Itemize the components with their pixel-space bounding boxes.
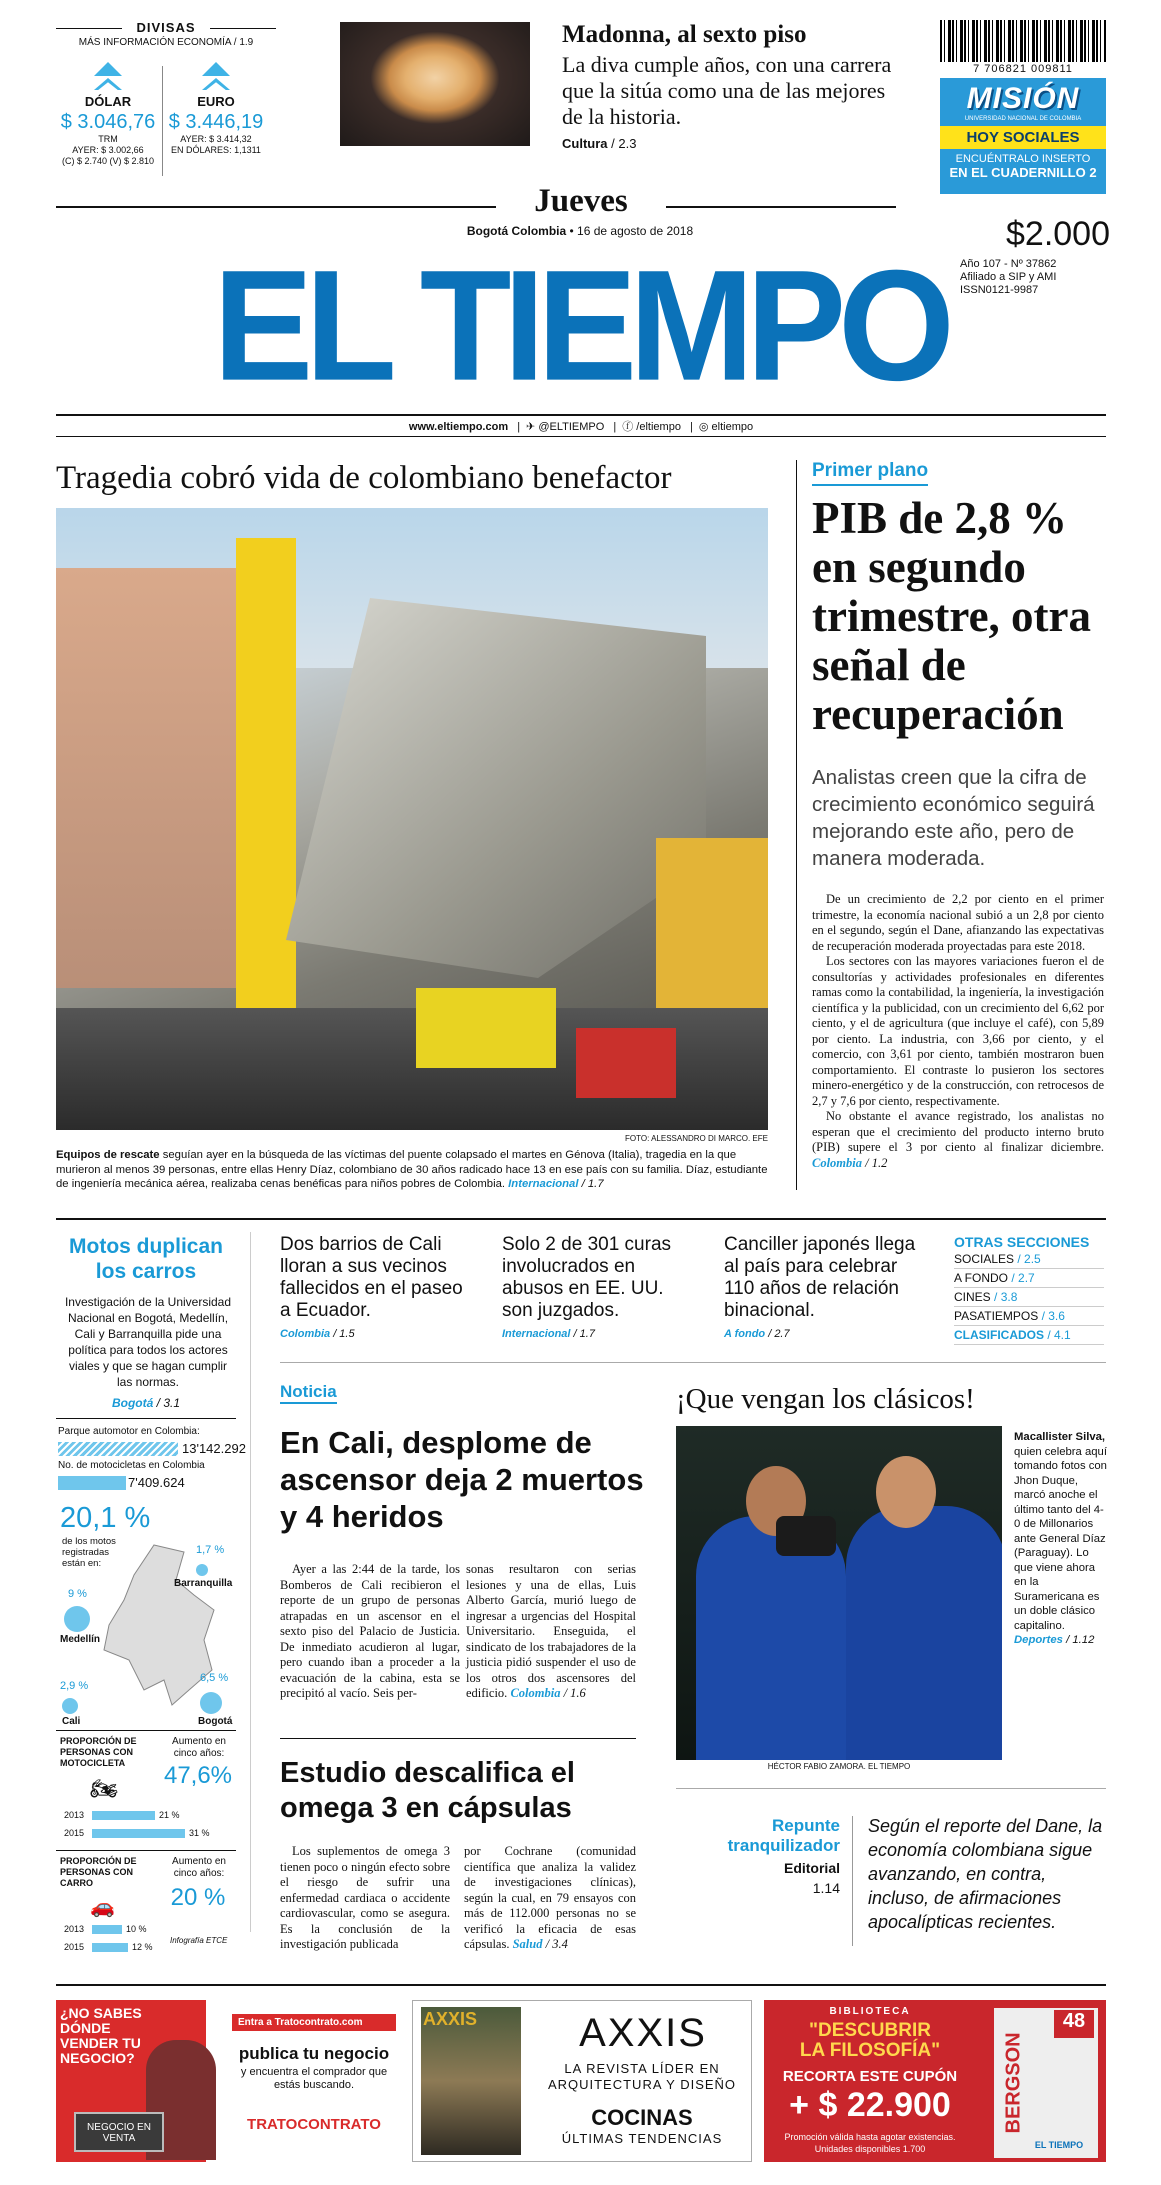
motos-pct: 20,1 %: [60, 1502, 151, 1534]
teaser-headline: Madonna, al sexto piso: [562, 21, 807, 48]
mision-title: MISIÓN: [966, 82, 1080, 115]
carro-aumento: 20 %: [170, 1884, 226, 1911]
clasicos-headline[interactable]: ¡Que vengan los clásicos!: [676, 1383, 975, 1415]
dolar-value: $ 3.046,76: [60, 111, 156, 133]
negocio-sign: NEGOCIO EN VENTA: [74, 2112, 164, 2152]
motos-headline[interactable]: Motos duplican los carros: [69, 1235, 223, 1283]
edition-info: Año 107 - Nº 37862 Afiliado a SIP y AMI ISSN0121-9987: [960, 258, 1057, 296]
cali-dot: [62, 1698, 78, 1714]
otras-secciones: OTRAS SECCIONES SOCIALES / 2.5 A FONDO / 2.7 CINES / 3.8 PASATIEMPOS / 3.6 CLASIFICADOS / 4.1: [954, 1234, 1104, 1345]
lead-headline[interactable]: Tragedia cobró vida de colombiano benefactor: [56, 460, 672, 496]
editorial-page: 1.14: [812, 1880, 840, 1896]
arrow-up-icon: [202, 62, 230, 76]
social-bar: www.eltiempo.com | ✈ @ELTIEMPO | ⓕ /eltiempo | ◎ eltiempo: [408, 421, 754, 433]
barcode: [940, 20, 1106, 62]
primer-plano-body: De un crecimiento de 2,2 por ciento en el primer trimestre, la economía nacional subió a un 2,8 por ciento en el segundo, según el Dane, afianzando las expectativas de recuperación moderada proyectadas para este 2018. Los sectores con las mayores variaciones fueron el de consultorías y actividades profesionales en diferentes ramas como la contabilidad, la ingeniería, la investigación científica y la publicidad, con un crecimiento del 6,62 por ciento, y el de agricultura (que incluye el café), con 5,89 por ciento. La industria, con 3,66 por ciento, y el comercio, con 3,61 por ciento, también mostraron buen comportamiento. El contraste lo pusieron los sectores minero-energético y de la construcción, con retrocesos de 2,7 y 7,6 por ciento, respectivamente. No obstante el avance registrado, los analistas no esperan que el crecimiento del producto interno bruto (PIB) supere el 3 por ciento al finalizar diciembre. Colombia / 1.2: [812, 892, 1104, 1170]
motos-text: Investigación de la Universidad Nacional en Bogotá, Medellín, Cali y Barranquilla pide una política para todos los actores viales y que se hagan cumplir las normas.: [64, 1295, 232, 1389]
axxis-ad[interactable]: AXXIS AXXIS LA REVISTA LÍDER EN ARQUITECTURA Y DISEÑO COCINAS ÚLTIMAS TENDENCIAS: [412, 2000, 752, 2162]
facebook-icon: ⓕ: [622, 421, 634, 433]
proportion-bar: [92, 1943, 128, 1952]
currency-box: [56, 20, 276, 48]
bar-year: 2015: [64, 1942, 85, 1952]
barcode-number: 7 706821 009811: [973, 63, 1073, 75]
bar-value: 21 %: [159, 1810, 180, 1820]
omega-headline[interactable]: Estudio descalifica el omega 3 en cápsulas: [280, 1757, 575, 1824]
mision-ad[interactable]: MISIÓN UNIVERSIDAD NACIONAL DE COLOMBIA HOY SOCIALES ENCUÉNTRALO INSERTO EN EL CUADERNILLO 2: [940, 78, 1106, 194]
primer-plano-headline[interactable]: PIB de 2,8 % en segundo trimestre, otra señal de recuperación: [812, 493, 1092, 739]
medellin-dot: [64, 1606, 90, 1632]
otras-item-pasatiempos[interactable]: PASATIEMPOS / 3.6: [954, 1307, 1104, 1326]
tratocontrato-ad[interactable]: ¿NO SABES DÓNDE VENDER TU NEGOCIO? NEGOCIO EN VENTA Entra a Tratocontrato.com publica tu negocio y encuentra el comprador que estás buscando. TRATOCONTRATO: [56, 2000, 402, 2162]
car-icon: 🚗: [90, 1896, 115, 1918]
moto-aumento: 47,6%: [163, 1762, 233, 1789]
twitter-icon: ✈: [526, 421, 536, 433]
lead-photo-credit: FOTO: ALESSANDRO DI MARCO. EFE: [625, 1134, 768, 1143]
primer-plano-dek: Analistas creen que la cifra de crecimiento económico seguirá mejorando este año, pero de manera moderada.: [812, 766, 1095, 870]
proportion-bar: [92, 1811, 155, 1820]
masthead-logo[interactable]: EL TIEMPO: [213, 236, 947, 414]
bar-year: 2015: [64, 1828, 85, 1838]
edition-date: Bogotá Colombia • 16 de agosto de 2018: [466, 224, 694, 238]
editorial-kicker[interactable]: Repunte tranquilizador: [727, 1816, 840, 1855]
motorcycle-icon: 🏍: [90, 1776, 118, 1801]
teaser-text: La diva cumple años, con una carrera que la sitúa como una de las mejores de la historia.: [562, 52, 892, 129]
clasicos-photo: [676, 1426, 1002, 1760]
clasicos-photo-credit: HÉCTOR FABIO ZAMORA. EL TIEMPO: [767, 1762, 911, 1771]
barranquilla-dot: [196, 1564, 208, 1576]
primer-plano-kicker: Primer plano: [812, 460, 928, 486]
noticia-kicker: Noticia: [280, 1382, 337, 1404]
noticia-headline[interactable]: En Cali, desplome de ascensor deja 2 muertos y 4 heridos: [280, 1425, 644, 1534]
clasicos-caption: Macallister Silva, quien celebra aquí tomando fotos con Jhon Duque, marcó anoche el último tanto del 4-0 de Millonarios ante General Díaz (Paraguay). Lo que viene ahora en la Suramericana es un doble clásico capitalino. Deportes / 1.12: [1014, 1431, 1107, 1646]
instagram-link[interactable]: eltiempo: [711, 421, 754, 433]
hoy-sociales: HOY SOCIALES: [940, 126, 1106, 149]
madonna-photo: [340, 22, 530, 146]
otras-item-cines[interactable]: CINES / 3.8: [954, 1288, 1104, 1307]
editorial-label: Editorial: [783, 1860, 840, 1876]
bar-year: 2013: [64, 1924, 85, 1934]
price: $2.000: [1006, 215, 1110, 253]
proportion-bar: [92, 1829, 185, 1838]
twitter-link[interactable]: @ELTIEMPO: [538, 421, 605, 433]
website-link[interactable]: www.eltiempo.com: [408, 421, 509, 433]
euro-box: EURO $ 3.446,19 AYER: $ 3.414,32 EN DÓLARES: 1,1311: [160, 62, 272, 156]
arrow-up-icon: [94, 62, 122, 76]
instagram-icon: ◎: [698, 421, 709, 433]
bar-year: 2013: [64, 1810, 85, 1820]
bar-value: 10 %: [126, 1924, 147, 1934]
book-cover: 48 BERGSON EL TIEMPO: [994, 2008, 1098, 2158]
bar-value: 12 %: [132, 1942, 153, 1952]
otras-item-sociales[interactable]: SOCIALES / 2.5: [954, 1250, 1104, 1269]
bogota-dot: [200, 1692, 222, 1714]
teaser[interactable]: Madonna, al sexto piso La diva cumple años, con una carrera que la sitúa como una de las mejores de la historia. Cultura / 2.3: [562, 20, 902, 151]
brief-1[interactable]: Dos barrios de Cali lloran a sus vecinos fallecidos en el paseo a Ecuador. Colombia / 1.5: [280, 1234, 463, 1340]
lead-photo: [56, 508, 768, 1130]
proportion-bar: [92, 1925, 122, 1934]
otras-item-clasificados[interactable]: CLASIFICADOS / 4.1: [954, 1326, 1104, 1345]
motos-bar: [58, 1476, 126, 1490]
parque-bar: [58, 1442, 178, 1456]
editorial-text: Según el reporte del Dane, la economía colombiana sigue avanzando, en contra, incluso, de afirmaciones apocalípticas recientes.: [868, 1816, 1103, 1932]
facebook-link[interactable]: /eltiempo: [636, 421, 681, 433]
euro-value: $ 3.446,19: [168, 111, 264, 133]
brief-2[interactable]: Solo 2 de 301 curas involucrados en abusos en EE. UU. son juzgados. Internacional / 1.7: [502, 1234, 672, 1340]
filosofia-ad[interactable]: BIBLIOTECA "DESCUBRIR LA FILOSOFÍA" RECORTA ESTE CUPÓN + $ 22.900 Promoción válida hasta agotar existencias. Unidades disponibles 1.700 48 BERGSON EL TIEMPO: [764, 2000, 1106, 2162]
brief-3[interactable]: Canciller japonés llega al país para celebrar 110 años de relación binacional. A fondo / 2.7: [724, 1234, 916, 1340]
bar-value: 31 %: [189, 1828, 210, 1838]
lead-caption: Equipos de rescate seguían ayer en la búsqueda de las víctimas del puente colapsado el martes en Génova (Italia), tragedia en la que murieron al menos 39 personas, entre ellas Henry Díaz, colombiano de 30 años radicado hace 13 en ese país con su familia. Díaz, estudiante de ingeniería mecánica aérea, realizaba cenas benéficas para niños pobres de Colombia. Internacional / 1.7: [56, 1149, 768, 1190]
dolar-box: DÓLAR $ 3.046,76 TRM AYER: $ 3.002,66 (C) $ 2.740 (V) $ 2.810: [58, 62, 158, 167]
filosofia-price: + $ 22.900: [789, 2086, 951, 2124]
divisas-title: DIVISAS: [136, 20, 196, 35]
edition-day: Jueves: [534, 183, 628, 219]
divisas-more-info: MÁS INFORMACIÓN ECONOMÍA / 1.9: [78, 37, 254, 48]
otras-item-a fondo[interactable]: A FONDO / 2.7: [954, 1269, 1104, 1288]
